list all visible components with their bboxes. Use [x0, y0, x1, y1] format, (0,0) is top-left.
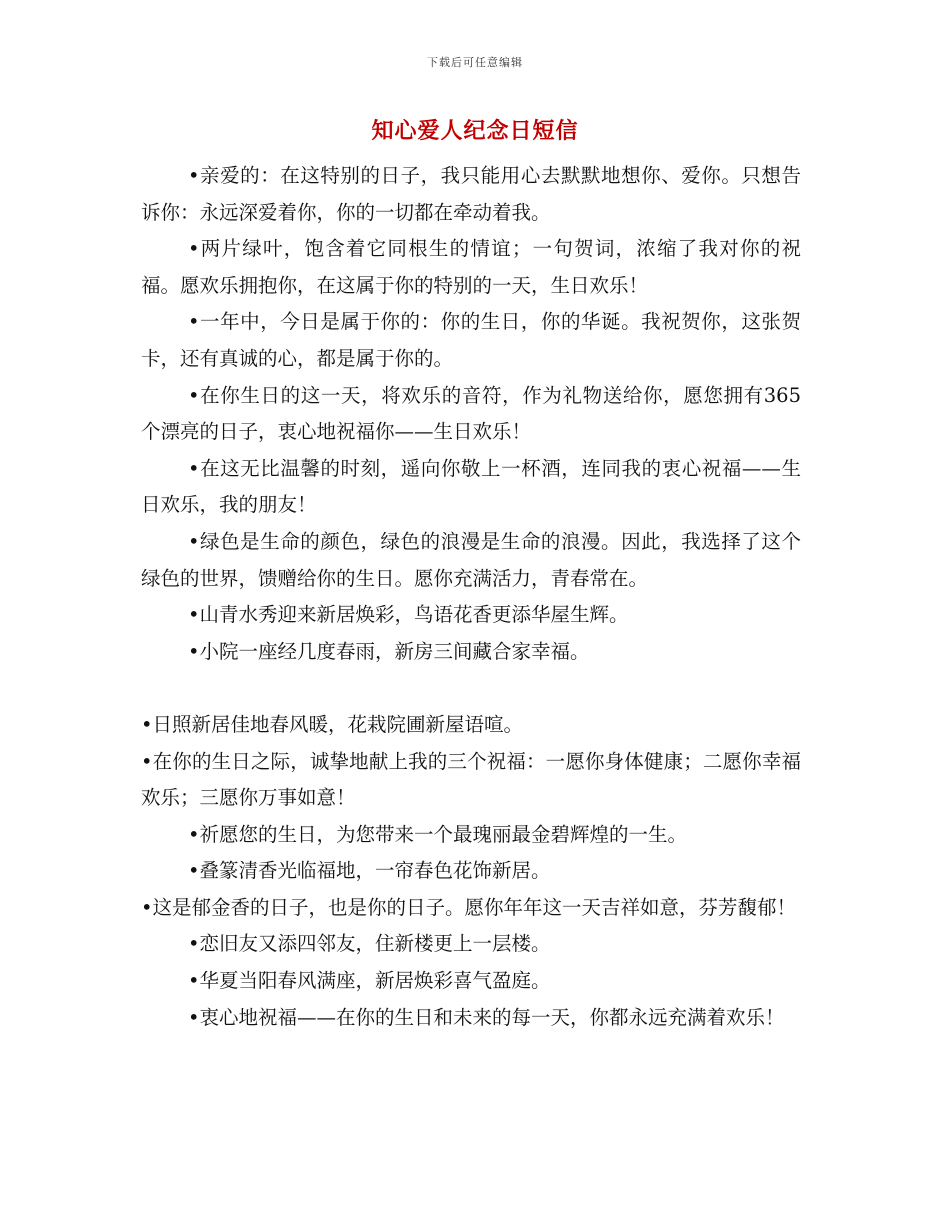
paragraph: •华夏当阳春风满座，新居焕彩喜气盈庭。 [188, 969, 551, 993]
document-body [141, 158, 801, 1036]
paragraph: •叠篆清香光临福地，一帘春色花饰新居。 [188, 859, 551, 883]
paragraph: •在这无比温馨的时刻，遥向你敬上一杯酒，连同我的衷心祝福——生日欢乐，我的朋友！ [141, 456, 801, 517]
header-note: 下载后可任意编辑 [427, 56, 523, 69]
paragraph: •在你生日的这一天，将欢乐的音符，作为礼物送给你，愿您拥有365个漂亮的日子，衷心地祝福你——生日欢乐！ [141, 383, 801, 444]
paragraph: •一年中，今日是属于你的：你的生日，你的华诞。我祝贺你，这张贺卡，还有真诚的心，都是属于你的。 [141, 310, 801, 370]
paragraph: •亲爱的：在这特别的日子，我只能用心去默默地想你、爱你。只想告诉你：永远深爱着你，你的一切都在牵动着我。 [141, 164, 801, 224]
paragraph: •衷心地祝福——在你的生日和未来的每一天，你都永远充满着欢乐！ [188, 1005, 785, 1029]
blank-line [141, 670, 801, 707]
paragraph: •在你的生日之际，诚挚地献上我的三个祝福：一愿你身体健康；二愿你幸福欢乐；三愿你万事如意！ [141, 749, 801, 810]
paragraph: •小院一座经几度春雨，新房三间藏合家幸福。 [188, 639, 590, 663]
paragraph: •日照新居佳地春风暖，花栽院圃新屋语喧。 [141, 712, 524, 736]
paragraph: •绿色是生命的颜色，绿色的浪漫是生命的浪漫。因此，我选择了这个绿色的世界，馈赠给你的生日。愿你充满活力，青春常在。 [141, 529, 801, 590]
paragraph: •恋旧友又添四邻友，住新楼更上一层楼。 [188, 932, 551, 956]
paragraph: •山青水秀迎来新居焕彩，鸟语花香更添华屋生辉。 [188, 603, 629, 627]
paragraph: •这是郁金香的日子，也是你的日子。愿你年年这一天吉祥如意，芬芳馥郁！ [141, 895, 797, 919]
paragraph: •祈愿您的生日，为您带来一个最瑰丽最金碧辉煌的一生。 [188, 822, 688, 846]
paragraph: •两片绿叶，饱含着它同根生的情谊；一句贺词，浓缩了我对你的祝福。愿欢乐拥抱你，在这属于你的特别的一天，生日欢乐！ [141, 237, 801, 297]
document-title: 知心爱人纪念日短信 [371, 119, 579, 144]
